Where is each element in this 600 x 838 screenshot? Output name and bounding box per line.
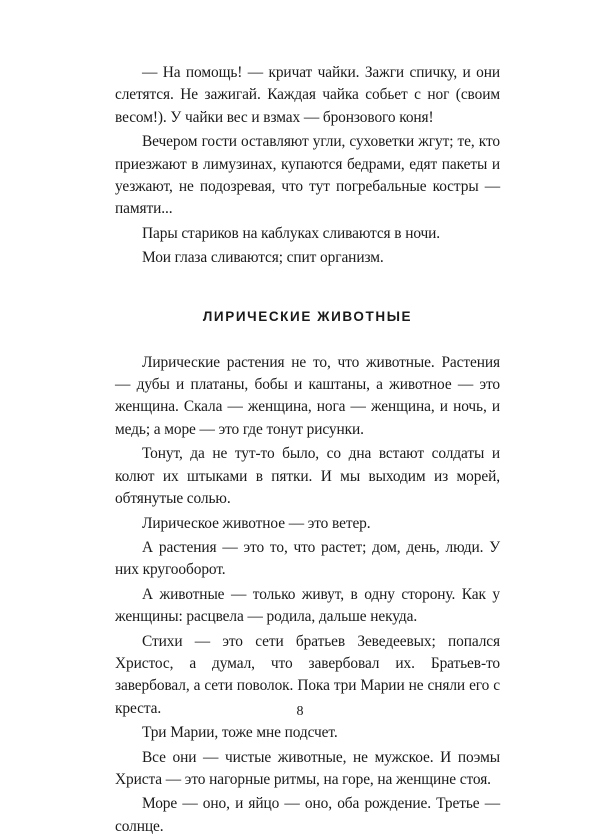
paragraph: А растения — это то, что растет; дом, день, люди. У них кругооборот. bbox=[115, 538, 500, 579]
paragraph: А животные — только живут, в одну сторону. Как у женщины: расцвела — родила, дальше некуда. bbox=[115, 585, 500, 626]
paragraph: Лирические растения не то, что животные. Растения — дубы и платаны, бобы и каштаны, а животное — это женщина. Скала — женщина, нога — женщина, и ночь, и медь; а море — это где тонут рисунки. bbox=[115, 353, 500, 438]
paragraph: Мои глаза сливаются; спит организм. bbox=[142, 249, 384, 267]
page-text bbox=[115, 62, 500, 838]
paragraph: Вечером гости оставляют угли, суховетки жгут; те, кто приезжают в лимузинах, купаются бедрами, едят пакеты и уезжают, не подозревая, что тут погребальные костры — памяти... bbox=[115, 133, 500, 218]
paragraph: Пары стариков на каблуках сливаются в ночи. bbox=[142, 224, 441, 242]
paragraph: Три Марии, тоже мне подсчет. bbox=[142, 724, 338, 742]
section-title: ЛИРИЧЕСКИЕ ЖИВОТНЫЕ bbox=[202, 308, 413, 324]
paragraph: Море — оно, и яйцо — оно, оба рождение. Третье — солнце. bbox=[115, 795, 500, 835]
paragraph: Стихи — это сети братьев Зеведеевых; попался Христос, а думал, что завербовал их. Братьев-то завербовал, а сети поволок. Пока три Марии не сняли его с креста. bbox=[115, 632, 500, 717]
paragraph: Лирическое животное — это ветер. bbox=[142, 514, 371, 532]
paragraph: — На помощь! — кричат чайки. Зажги спичку, и они слетятся. Не зажигай. Каждая чайка собьет с ног (своим весом!). У чайки вес и взмах — бронзового коня! bbox=[115, 64, 500, 126]
paragraph: Тонут, да не тут-то было, со дна встают солдаты и колют их штыками в пятки. И мы выходим из морей, обтянутые солью. bbox=[115, 445, 500, 508]
paragraph: Все они — чистые животные, не мужское. И поэмы Христа — это нагорные ритмы, на горе, на женщине стоя. bbox=[115, 748, 500, 788]
page-number: 8 bbox=[296, 704, 304, 719]
